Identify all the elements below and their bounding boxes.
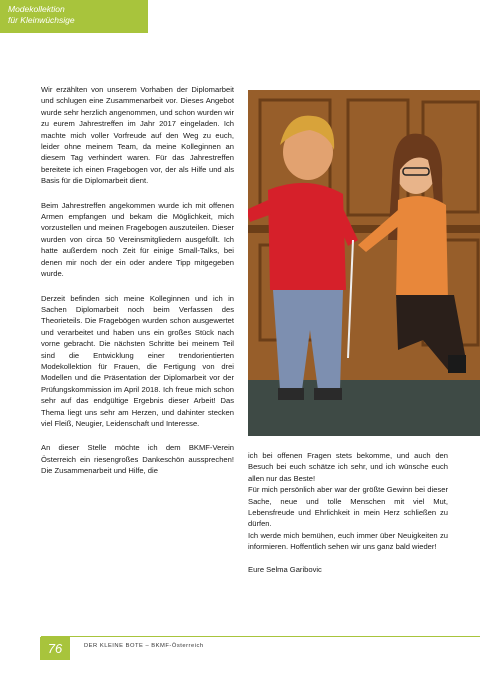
paragraph: Beim Jahrestreffen angekommen wurde ich mit offenen Armen empfangen und bekam die Möglichkeit, mich vorzustellen und meinen Fragebogen auszuteilen. Dieser wurden von circa 50 Vereinsmitgliedern ausgefüllt. Ich hatte außerdem noch Zeit für einige Small-Talks, bei denen mir noch der ein oder andere Tipp mitgegeben wurde. — [41, 200, 234, 279]
section-header-tab — [0, 0, 148, 33]
page-number: 76 — [40, 637, 70, 660]
paragraph: Derzeit befinden sich meine Kolleginnen und ich in Sachen Diplomarbeit noch beim Verfassen des Theorieteils. Die Fragebögen wurden schon ausgewertet und verarbeitet und haben uns ein großes Stück nach vorne gebracht. Die nächsten Schritte bei meinem Teil sind die Entwicklung einer trendorientierten Modekollektion für Frauen, die Fertigung von drei Modellen und die Präsentation der Diplomarbeit vor der Prüfungskommission im April 2018. Ich freue mich schon sehr auf das endgültige Ergebnis dieser Arbeit! Das Thema liegt uns sehr am Herzen, und dahinter stecken viel Fleiß, Neugier, Leidenschaft und Interesse. — [41, 293, 234, 428]
paragraph: Ich werde mich bemühen, euch immer über Neuigkeiten zu informieren. Hoffentlich sehen wir uns ganz bald wieder! — [248, 530, 448, 552]
signature: Eure Selma Garibovic — [248, 564, 322, 574]
article-left-column — [41, 84, 234, 490]
paragraph: Für mich persönlich aber war der größte Gewinn bei dieser Sache, neue und tolle Menschen mit viel Mut, Lebensfreude und Ehrlichkeit in mein Herz schließen zu dürfen. — [248, 485, 448, 529]
footer-divider — [41, 636, 480, 637]
paragraph: ich bei offenen Fragen stets bekomme, und auch den Besuch bei euch schätze ich sehr, und ich wünsche euch allen nur das Beste! — [248, 451, 448, 483]
paragraph: Wir erzählten von unserem Vorhaben der Diplomarbeit und schlugen eine Zusammenarbeit vor. Dieses Angebot wurde sehr herzlich angenommen, und schon wurden wir zu eurem Jahrestreffen im Jahr 2017 eingeladen. Ich machte mich voller Vorfreude auf den Weg zu euch, leider ohne meinem Team, da meine Kolleginnen an diesem Tag verhindert waren. Für das Jahrestreffen bereitete ich einen Fragebogen vor, der als Hilfe und als Basis für die Diplomarbeit dient. — [41, 85, 234, 186]
article-right-column — [248, 450, 448, 575]
paragraph: An dieser Stelle möchte ich dem BKMF-Verein Österreich ein riesengroßes Dankeschön aussprechen! Die Zusammenarbeit und Hilfe, die — [41, 443, 234, 476]
publication-name: DER KLEINE BOTE – BKMF-Österreich — [84, 643, 204, 649]
article-photo — [248, 90, 480, 436]
photo-illustration — [248, 90, 480, 436]
section-title-line-2: für Kleinwüchsige — [8, 15, 75, 25]
section-title-line-1: Modekollektion — [8, 4, 65, 14]
